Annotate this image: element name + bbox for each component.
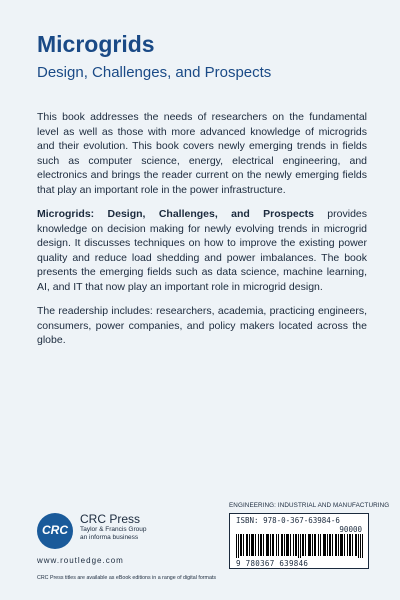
- publisher-website: www.routledge.com: [37, 556, 124, 565]
- crc-logo-icon: [37, 513, 73, 549]
- book-subtitle: Design, Challenges, and Prospects: [37, 64, 272, 81]
- subject-category: ENGINEERING: INDUSTRIAL AND MANUFACTURING: [229, 502, 390, 509]
- blurb-paragraph-2-text: provides knowledge on decision making for newly evolving trends in microgrid design. It discusses techniques on how to improve the existing power quality and reduce load shedding and power imbalances. The book presents the emerging fields such as data science, machine learning, AI, and IT that now play an important role in microgrid design.: [37, 208, 367, 293]
- publisher-business: an informa business: [80, 534, 139, 541]
- publisher-group: Taylor & Francis Group: [80, 526, 147, 533]
- price-code: 90000: [339, 525, 362, 534]
- isbn-text: ISBN: 978-0-367-63984-6: [236, 516, 340, 525]
- blurb-paragraph-2: [37, 207, 367, 294]
- ebook-footnote: CRC Press titles are available as eBook editions in a range of digital formats: [37, 575, 217, 581]
- barcode-panel: [229, 513, 369, 569]
- blurb-paragraph-3: The readership includes: researchers, academia, practicing engineers, consumers, power companies, and policy makers located across the globe.: [37, 305, 367, 346]
- blurb-paragraph-2-title: Microgrids: Design, Challenges, and Prospects: [37, 208, 314, 220]
- book-title: Microgrids: [37, 31, 155, 57]
- ean-digits: 9 780367 639846: [236, 559, 309, 568]
- crc-logo-text: CRC: [42, 523, 68, 537]
- blurb: [37, 110, 367, 358]
- blurb-paragraph-1: This book addresses the needs of researchers on the fundamental level as well as those with more advanced knowledge of microgrids and their evolution. This book covers newly emerging trends in fields such as computer science, energy, electrical engineering, and electronics and brings the reader current on the newly emerging fields that play an important role in the power infrastructure.: [37, 111, 367, 196]
- title-block: [37, 30, 377, 82]
- publisher-block: [80, 512, 210, 542]
- publisher-name: CRC Press: [80, 512, 141, 526]
- barcode-icon: [236, 534, 364, 558]
